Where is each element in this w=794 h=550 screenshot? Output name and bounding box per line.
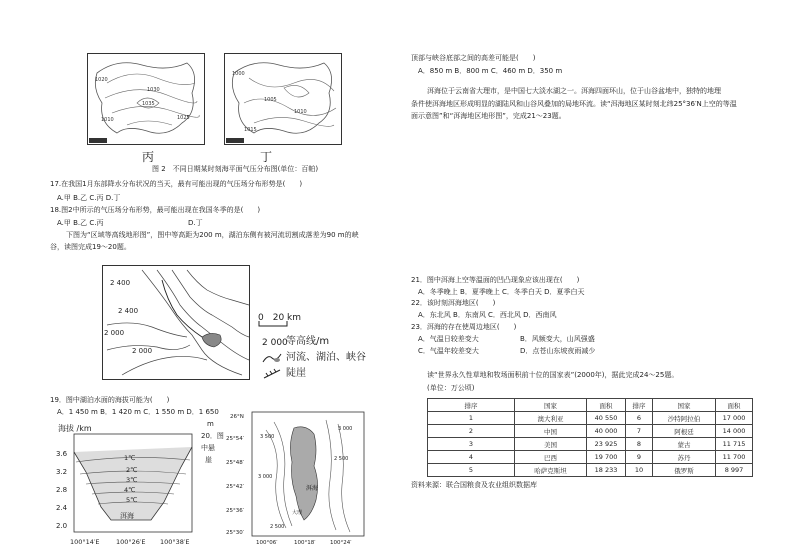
map-label-bing: 丙 [142, 150, 155, 164]
q23-stem: 23．洱海的存在使周边地区( ) [411, 323, 517, 331]
lat-label: 26°N [230, 414, 244, 420]
intro21-line1: 洱海位于云南省大理市，是中国七大淡水湖之一。洱海四面环山，位于山谷盆地中，独特的地理 [427, 87, 721, 95]
intro19-line2: 谷，读图完成19～20题。 [50, 243, 131, 251]
cell: 4 [428, 451, 515, 464]
scale-label: 0 20 km [258, 313, 302, 323]
cell: 美国 [515, 438, 587, 451]
intro21-line2: 条件使洱海地区形成明显的湖陆风和山谷风叠加的局地环流。读“洱海地区某时刻北纬25°36′N上空的等温 [411, 100, 737, 108]
lat-label: 25°54′ [226, 436, 244, 442]
table-row [428, 425, 753, 438]
pressure-map-bing [87, 53, 205, 145]
erhai-terrain-map [226, 410, 366, 548]
cell: 蒙古 [653, 438, 716, 451]
q23-option-d: D．点苍山东坡夜雨减少 [520, 347, 596, 355]
q22-options: A．东北风 B．东南风 C．西北风 D．西南风 [418, 311, 557, 319]
q19-stem: 19．图中湖泊水面的海拔可能为( ) [50, 396, 170, 404]
ytick: 3.6 [56, 450, 68, 458]
intro19-line1: 下图为“区域等高线地形图”，图中等高距为200 m，湖泊东侧有被河流切割成落差为90 m的峡 [66, 231, 359, 239]
cell: 14 000 [716, 425, 753, 438]
col-header: 排序 [428, 399, 515, 412]
town-label: 大理 [292, 510, 303, 516]
q21-options: A．冬季晚上 B．夏季晚上 C．冬季白天 D．夏季白天 [418, 288, 585, 296]
col-header: 国家 [653, 399, 716, 412]
river-lake-icon [262, 352, 282, 364]
lake-label: 洱海 [306, 485, 319, 492]
cell: 19 700 [587, 451, 626, 464]
contour-label: 3 000 [338, 426, 353, 432]
q20-stem-continued: 顶部与峡谷底部之间的高差可能是( ) [411, 54, 536, 62]
contour-label: 3 000 [258, 474, 273, 480]
contour-label: 2 500 [334, 456, 349, 462]
col-header: 面积 [716, 399, 753, 412]
cell: 沙特阿拉伯 [653, 412, 716, 425]
contour-label: 1025 [177, 115, 190, 121]
lon-label: 100°06′ [256, 540, 278, 546]
cell: 40 000 [587, 425, 626, 438]
isotherm-label: 5℃ [126, 496, 138, 504]
contour-value-label: 2 000 [132, 347, 153, 355]
cell: 阿根廷 [653, 425, 716, 438]
q18-options: A.甲 B.乙 C.丙 [57, 219, 104, 227]
lake-label: 洱海 [120, 512, 134, 520]
contour-label: 1030 [147, 87, 160, 93]
lat-label: 25°36′ [226, 508, 244, 514]
q20-stem: 20．图 [201, 432, 224, 440]
cell: 8 [626, 438, 653, 451]
grassland-ranking-table [427, 398, 753, 477]
xtick: 100°38′E [160, 538, 190, 546]
table-row [428, 412, 753, 425]
cell: 11 715 [716, 438, 753, 451]
cell: 1 [428, 412, 515, 425]
q17-options: A.甲 B.乙 C.丙 D.丁 [57, 194, 121, 202]
cell: 18 233 [587, 464, 626, 477]
cell: 中国 [515, 425, 587, 438]
q18-option-d: D.丁 [188, 219, 203, 227]
intro21-line3: 面示意图”和“洱海地区地形图”，完成21～23题。 [411, 112, 566, 120]
ytick: 3.2 [56, 468, 68, 476]
lat-label: 25°30′ [226, 530, 244, 536]
isotherm-label: 3℃ [126, 476, 138, 484]
q20-stem: 中悬 [201, 444, 215, 452]
table-unit: (单位：万公顷) [427, 384, 475, 392]
profile-ylabel: 海拔 /km [58, 424, 92, 433]
xtick: 100°14′E [70, 538, 100, 546]
pressure-map-ding [224, 53, 342, 145]
contour-label: 1010 [294, 109, 307, 115]
contour-map [102, 265, 250, 380]
contour-value-label: 2 000 [104, 329, 125, 337]
cell: 40 550 [587, 412, 626, 425]
isotherm-label: 1℃ [124, 454, 136, 462]
contour-label: 1020 [95, 77, 108, 83]
cell: 2 [428, 425, 515, 438]
cell: 哈萨克斯坦 [515, 464, 587, 477]
ytick: 2.4 [56, 504, 68, 512]
lat-label: 25°48′ [226, 460, 244, 466]
col-header: 排序 [626, 399, 653, 412]
map-label-ding: 丁 [260, 150, 273, 164]
col-header: 国家 [515, 399, 587, 412]
contour-label: 1015 [244, 127, 257, 133]
legend-cliff: 陡崖 [286, 368, 306, 379]
table-row [428, 451, 753, 464]
isotherm-label: 4℃ [124, 486, 136, 494]
figure-caption: 图 2 不同日期某时刻海平面气压分布图(单位：百帕) [152, 165, 319, 173]
contour-label: 1005 [264, 97, 277, 103]
cell: 8 997 [716, 464, 753, 477]
contour-label: 1010 [101, 117, 114, 123]
ytick: 2.8 [56, 486, 68, 494]
contour-value-label: 2 400 [118, 307, 139, 315]
contour-label: 3 500 [260, 434, 275, 440]
q21-stem: 21．图中洱海上空等温面的凹凸现象应该出现在( ) [411, 276, 580, 284]
cell: 6 [626, 412, 653, 425]
cell: 巴西 [515, 451, 587, 464]
q20-stem: 崖 [205, 456, 212, 464]
cell: 苏丹 [653, 451, 716, 464]
contour-legend-icon [262, 335, 288, 348]
cell: 17 000 [716, 412, 753, 425]
q23-option-b: B．风频变大，山风强盛 [520, 335, 595, 343]
contour-value-label: 2 400 [110, 279, 131, 287]
cell: 5 [428, 464, 515, 477]
cell: 俄罗斯 [653, 464, 716, 477]
lat-label: 25°42′ [226, 484, 244, 490]
cell: 3 [428, 438, 515, 451]
ytick: 2.0 [56, 522, 68, 530]
isotherm-label: 2℃ [126, 466, 138, 474]
col-header: 面积 [587, 399, 626, 412]
table-row [428, 438, 753, 451]
table-header-row [428, 399, 753, 412]
q23-option-a: A．气温日较差变大 [418, 335, 479, 343]
cell: 澳大利亚 [515, 412, 587, 425]
q17-stem: 17.在我国1月东部降水分布状况的当天，最有可能出现的气压场分布形势是( ) [50, 180, 303, 188]
svg-text:2 000: 2 000 [262, 338, 288, 348]
q19-tail: m [207, 420, 214, 428]
table-source: 资料来源：联合国粮食及农业组织数据库 [411, 481, 537, 489]
q20-options: A．850 m B．800 m C．460 m D．350 m [418, 67, 563, 75]
q22-stem: 22．该时刻洱海地区( ) [411, 299, 496, 307]
cell: 10 [626, 464, 653, 477]
cell: 11 700 [716, 451, 753, 464]
intro24-line1: 读“世界永久性草地和牧场面积前十位的国家表”(2000年)，据此完成24～25题。 [427, 371, 679, 379]
cliff-icon [262, 368, 282, 380]
cell: 9 [626, 451, 653, 464]
q23-option-c: C．气温年较差变大 [418, 347, 479, 355]
contour-label: 2 500 [270, 524, 285, 530]
table-row [428, 464, 753, 477]
legend-river: 河流、湖泊、峡谷 [286, 352, 366, 363]
contour-label: 1000 [232, 71, 245, 77]
contour-label: 1035 [142, 101, 155, 107]
cell: 23 925 [587, 438, 626, 451]
cell: 7 [626, 425, 653, 438]
lon-label: 100°18′ [294, 540, 316, 546]
isotherm-profile [56, 432, 196, 550]
legend-contour: 等高线/m [286, 336, 330, 347]
q18-stem: 18.图2中所示的气压场分布形势，最可能出现在我国冬季的是( ) [50, 206, 261, 214]
xtick: 100°26′E [116, 538, 146, 546]
q19-options: A．1 450 m B．1 420 m C．1 550 m D．1 650 [57, 408, 219, 416]
lon-label: 100°24′ [330, 540, 352, 546]
